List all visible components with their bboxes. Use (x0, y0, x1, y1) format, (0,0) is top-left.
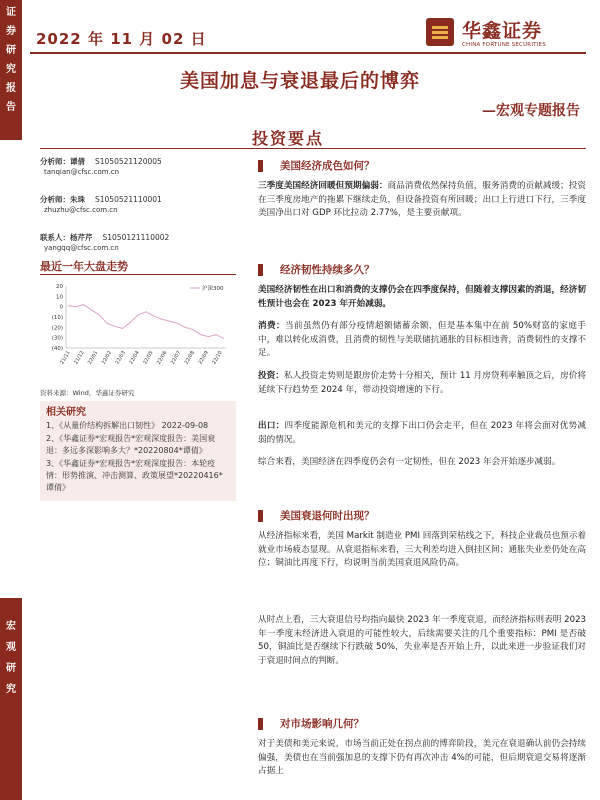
section-divider (40, 148, 586, 149)
chart-divider (40, 274, 236, 275)
x-tick-label: 22/10 (211, 350, 224, 366)
paragraph-lead: 三季度美国经济回暖但预期偏弱： (258, 181, 388, 191)
analyst-email[interactable]: yangqq@cfsc.com.cn (44, 244, 119, 252)
logo-mark-icon (426, 18, 454, 46)
y-tick-label: (10) (51, 315, 63, 321)
paragraph-text: 商品消费依然保持负值，服务消费的贡献减缓；投资在三季度房地产的拖累下继续走负，但设备投资有所回暖；出口上行进口下行，三季度美国净出口对 GDP 环比拉动 2.77%，是主要贡献项。 (258, 181, 586, 219)
x-tick-label: 21/11 (59, 350, 72, 366)
report-date: 2022 年 11 月 02 日 (36, 30, 207, 48)
paragraph-text: 从经济指标来看，美国 Markit 制造业 PMI 回落到荣枯线之下，科技企业裁员也预示着就业市场疲态显现。从衰退指标来看，三大利差均进入倒挂区间；通胀失业差仍处在高位；铜油比再度下行，均说明当前美国衰退风险仍高。 (258, 531, 587, 569)
analyst-id: S1050521120005 (95, 157, 162, 166)
paragraph-text: 私人投资走势则是跟房价走势十分相关，预计 11 月房贷利率触顶之后，房价将延续下行趋势至 2024 年，带动投资增速的下行。 (258, 371, 586, 395)
section-title: 投资要点 (252, 129, 325, 148)
question-heading (258, 158, 586, 174)
x-tick-label: 22/04 (128, 350, 141, 366)
analyst-name: 分析师：谭倩 (40, 157, 85, 166)
paragraph-text: 从时点上看，三大衰退信号均指向最快 2023 年一季度衰退，而经济指标则表明 2023 年一季度末经济进入衰退的可能性较大，后续需要关注的几个重要指标：PMI 是否破 50，铜油比是否继续下行跌破 50%，失业率是否开始上升，以此来进一步验证我们对于衰退时间点的判断。 (258, 615, 586, 666)
question-heading (258, 716, 586, 732)
heading-marker (258, 264, 263, 276)
side-char: 究 (6, 64, 16, 75)
related-research-title: 相关研究 (40, 401, 236, 420)
analyst-email[interactable]: tanqian@cfsc.com.cn (44, 168, 120, 176)
body-paragraph (258, 284, 586, 311)
y-tick-label: (30) (51, 335, 63, 342)
side-char: 告 (6, 102, 16, 113)
chart-title: 最近一年大盘走势 (40, 260, 128, 273)
related-research-item[interactable]: 2、《华鑫证券*宏观报告*宏观深度报告：美国衰退：多远多深影响多大？*20220804*谭倩》 (46, 434, 216, 455)
side-char: 证 (6, 7, 16, 18)
x-tick-label: 22/01 (86, 350, 100, 366)
paragraph-lead: 投资： (258, 371, 284, 381)
chart-source: 资料来源：Wind，华鑫证券研究 (40, 389, 135, 397)
body-paragraph (258, 180, 586, 221)
analyst-entry (40, 156, 236, 194)
paragraph-text: 综合来看，美国经济在四季度仍会有一定韧性，但在 2023 年会开始逐步减弱。 (258, 457, 561, 467)
y-tick-label: 20 (56, 284, 63, 290)
question-text: 对市场影响几何？ (280, 718, 364, 730)
question-text: 美国经济成色如何？ (280, 160, 375, 172)
side-char: 观 (6, 642, 16, 653)
heading-marker (258, 160, 263, 172)
side-char: 报 (6, 83, 16, 94)
heading-marker (258, 510, 263, 522)
body-paragraph (258, 738, 586, 779)
body-paragraph (258, 320, 586, 361)
related-research-list (40, 418, 236, 501)
analyst-email[interactable]: zhuzhu@cfsc.com.cn (44, 206, 118, 214)
chart-svg (40, 276, 236, 386)
paragraph-text: 四季度能源危机和美元的支撑下出口仍会走平，但在 2023 年将会面对优势减弱的情况。 (258, 421, 586, 445)
report-subtitle: —宏观专题报告 (482, 103, 580, 119)
related-research-item[interactable]: 3、《华鑫证券*宏观报告*宏观深度报告：本轮疫情：形势推演、冲击测算、政策展望*20220416*谭倩》 (46, 459, 223, 492)
paragraph-text: 对于美债和美元来说，市场当前正处在拐点前的博弈阶段，美元在衰退确认前仍会持续偏强，美债也在当前强加息的支撑下仍有再次冲击 4%的可能，但后期衰退交易将逐渐占据上 (258, 739, 586, 777)
question-text: 经济韧性持续多久？ (280, 264, 375, 276)
body-paragraph (258, 456, 586, 470)
paragraph-text: 当前虽然仍有部分疫情超额储蓄余额，但是基本集中在前 50%财富的家庭手中，难以转化成消费，且消费的韧性与美联储抗通胀的目标相违背，消费韧性的支撑不足。 (258, 321, 586, 359)
x-tick-label: 22/03 (114, 350, 128, 366)
market-trend-chart (40, 276, 236, 386)
report-title: 美国加息与衰退最后的博弈 (179, 70, 420, 92)
x-tick-label: 22/02 (100, 350, 114, 366)
side-char: 券 (6, 26, 16, 37)
legend-label: 沪深300 (202, 286, 224, 292)
x-tick-label: 22/09 (197, 350, 210, 366)
analyst-id: S1050121110002 (102, 233, 170, 242)
paragraph-lead: 消费： (258, 321, 285, 331)
body-paragraph (258, 420, 586, 447)
related-research-item[interactable]: 1、《从量价结构拆解出口韧性》 2022-09-08 (46, 421, 209, 430)
analyst-entry (40, 194, 236, 232)
header-divider (30, 52, 586, 54)
analyst-id: S1050521110001 (95, 195, 162, 204)
question-text: 美国衰退何时出现？ (280, 510, 375, 522)
question-heading (258, 508, 586, 524)
side-char: 宏 (6, 621, 16, 632)
y-tick-label: (20) (51, 325, 63, 332)
x-tick-label: 22/08 (183, 350, 197, 366)
logo-name-en: CHINA FORTUNE SECURITIES (462, 42, 546, 48)
analyst-name: 联系人：杨芹芹 (40, 233, 93, 242)
y-tick-label: 10 (56, 294, 63, 301)
body-paragraph (258, 530, 586, 571)
x-tick-label: 22/07 (169, 350, 183, 366)
series-line-hs300 (68, 305, 224, 339)
paragraph-lead: 出口： (258, 421, 285, 431)
body-paragraph (258, 370, 586, 397)
side-char: 研 (6, 663, 16, 674)
x-tick-label: 22/06 (156, 350, 169, 366)
question-heading (258, 262, 586, 278)
side-char: 研 (6, 45, 16, 56)
heading-marker (258, 718, 263, 730)
logo-name: 华鑫证券 (462, 20, 543, 42)
side-strip-bottom (0, 598, 22, 800)
x-tick-label: 22/05 (142, 350, 155, 366)
body-paragraph (258, 614, 586, 668)
x-tick-label: 21/12 (73, 350, 86, 366)
company-logo (426, 16, 586, 52)
y-tick-label: (40) (51, 346, 63, 352)
side-char: 究 (6, 684, 16, 695)
analyst-block (40, 156, 236, 266)
paragraph-lead: 美国经济韧性在出口和消费的支撑仍会在四季度保持，但随着支撑因素的消退，经济韧性预计也会在 2023 年开始减弱。 (258, 285, 586, 309)
y-tick-label: 0 (59, 304, 63, 311)
analyst-name: 分析师：朱珠 (40, 195, 85, 204)
